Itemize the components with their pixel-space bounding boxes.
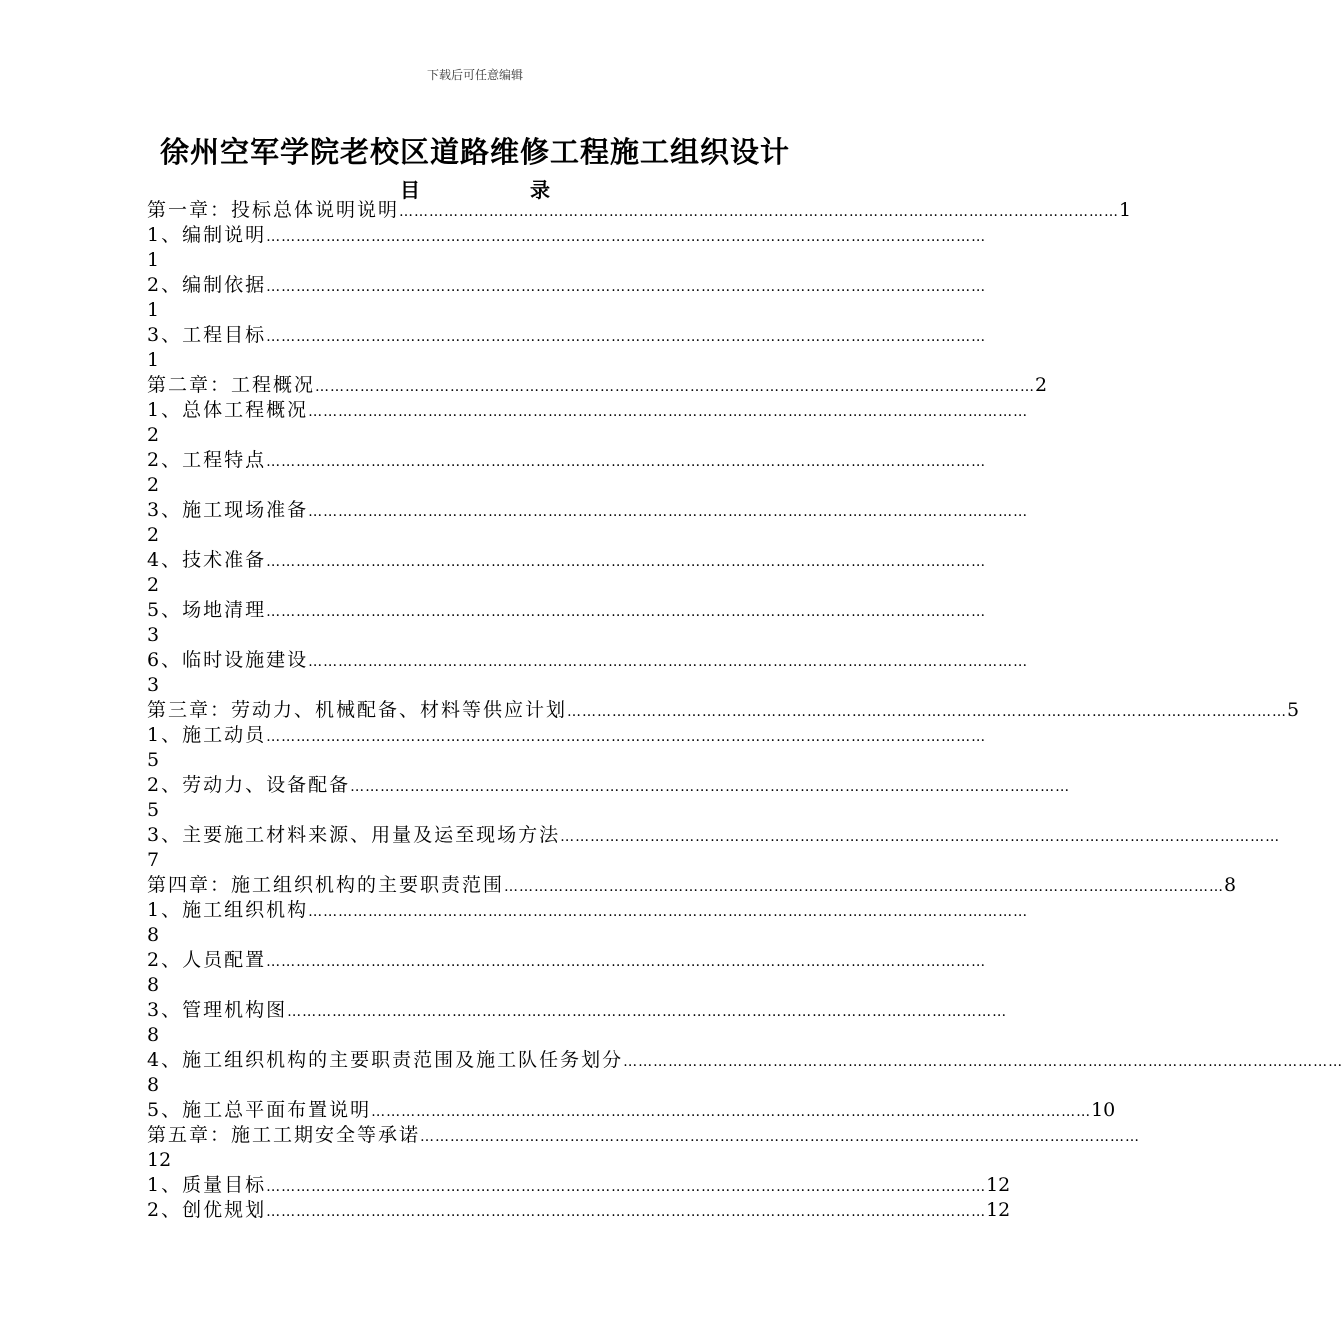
toc-page-line — [147, 298, 803, 323]
toc-page-line — [147, 748, 803, 773]
toc-page-line — [147, 573, 803, 598]
toc-entry[interactable] — [147, 223, 987, 248]
toc-dot-leader: ……………………………………………………………………………………………………………………………… — [266, 554, 987, 570]
toc-page-number: 2 — [1035, 374, 1048, 396]
toc-entry[interactable] — [147, 598, 987, 623]
toc-entry[interactable] — [147, 823, 1281, 848]
toc-entry-label: 4、施工组织机构的主要职责范围及施工队任务划分 — [147, 1049, 624, 1071]
toc-dot-leader: ……………………………………………………………………………………………………………………………… — [266, 1179, 987, 1195]
toc-page-number: 3 — [147, 624, 160, 646]
toc-entry-label: 6、临时设施建设 — [147, 649, 309, 671]
toc-page-number: 12 — [986, 1199, 1011, 1221]
toc-page-line — [147, 523, 803, 548]
toc-entry[interactable] — [147, 1123, 1141, 1148]
toc-page-number: 12 — [986, 1174, 1011, 1196]
toc-entry[interactable] — [147, 273, 987, 298]
toc-dot-leader: ……………………………………………………………………………………………………………………………… — [266, 954, 987, 970]
toc-page-line — [147, 973, 803, 998]
toc-page-line — [147, 1023, 803, 1048]
toc-dot-leader: ……………………………………………………………………………………………………………………………… — [420, 1129, 1141, 1145]
toc-entry-label: 3、管理机构图 — [147, 999, 288, 1021]
toc-page-number: 7 — [147, 849, 160, 871]
toc-entry-label: 2、编制依据 — [147, 274, 267, 296]
toc-entry-label: 3、主要施工材料来源、用量及运至现场方法 — [147, 824, 561, 846]
toc-entry[interactable] — [147, 998, 1008, 1023]
toc-entry-label: 3、工程目标 — [147, 324, 267, 346]
toc-entry-label: 5、场地清理 — [147, 599, 267, 621]
toc-heading-char-1: 目 — [400, 178, 420, 202]
toc-dot-leader: ……………………………………………………………………………………………………………………………… — [308, 504, 1029, 520]
toc-dot-leader: ……………………………………………………………………………………………………………………………… — [567, 704, 1288, 720]
toc-entry-label: 1、编制说明 — [147, 224, 267, 246]
toc-page-number: 2 — [147, 424, 160, 446]
toc-page-number: 5 — [1287, 699, 1300, 721]
toc-entry[interactable] — [147, 698, 1300, 723]
toc-entry[interactable] — [147, 1048, 1343, 1073]
toc-entry[interactable] — [147, 648, 1029, 673]
toc-entry-label: 4、技术准备 — [147, 549, 267, 571]
header-note: 下载后可任意编辑 — [426, 68, 523, 82]
toc-page-number: 8 — [1224, 874, 1237, 896]
toc-entry[interactable] — [147, 1198, 1011, 1223]
toc-entry[interactable] — [147, 398, 1029, 423]
table-of-contents — [147, 198, 1343, 1223]
toc-entry-label: 1、施工动员 — [147, 724, 267, 746]
toc-heading-char-2: 录 — [530, 178, 550, 202]
toc-entry-label: 1、总体工程概况 — [147, 399, 309, 421]
toc-page-line — [147, 1148, 803, 1173]
toc-dot-leader: ……………………………………………………………………………………………………………………………… — [266, 329, 987, 345]
toc-page-number: 8 — [147, 924, 160, 946]
toc-page-line — [147, 923, 803, 948]
toc-page-number: 1 — [147, 249, 160, 271]
toc-page-line — [147, 623, 803, 648]
toc-dot-leader: ……………………………………………………………………………………………………………………………… — [623, 1054, 1343, 1070]
toc-page-line — [147, 848, 803, 873]
toc-page-number: 5 — [147, 749, 160, 771]
toc-entry[interactable] — [147, 498, 1029, 523]
toc-dot-leader: ……………………………………………………………………………………………………………………………… — [266, 604, 987, 620]
toc-entry-label: 2、工程特点 — [147, 449, 267, 471]
toc-entry[interactable] — [147, 773, 1071, 798]
toc-page-line — [147, 473, 803, 498]
toc-dot-leader: ……………………………………………………………………………………………………………………………… — [399, 204, 1120, 220]
toc-dot-leader: ……………………………………………………………………………………………………………………………… — [287, 1004, 1008, 1020]
toc-page-number: 12 — [147, 1149, 172, 1171]
toc-dot-leader: ……………………………………………………………………………………………………………………………… — [308, 904, 1029, 920]
toc-dot-leader: ……………………………………………………………………………………………………………………………… — [266, 454, 987, 470]
toc-entry[interactable] — [147, 948, 987, 973]
toc-entry[interactable] — [147, 198, 1132, 223]
toc-page-line — [147, 798, 803, 823]
toc-page-number: 1 — [147, 349, 160, 371]
toc-dot-leader: ……………………………………………………………………………………………………………………………… — [308, 654, 1029, 670]
toc-dot-leader: ……………………………………………………………………………………………………………………………… — [350, 779, 1071, 795]
toc-page-number: 8 — [147, 974, 160, 996]
toc-entry[interactable] — [147, 448, 987, 473]
toc-entry-label: 第三章：劳动力、机械配备、材料等供应计划 — [147, 699, 568, 721]
toc-dot-leader: ……………………………………………………………………………………………………………………………… — [266, 229, 987, 245]
toc-dot-leader: ……………………………………………………………………………………………………………………………… — [371, 1104, 1092, 1120]
toc-page-line — [147, 348, 803, 373]
toc-dot-leader: ……………………………………………………………………………………………………………………………… — [266, 729, 987, 745]
toc-page-line — [147, 1073, 803, 1098]
toc-page-number: 1 — [147, 299, 160, 321]
toc-entry-label: 第四章：施工组织机构的主要职责范围 — [147, 874, 505, 896]
toc-dot-leader: ……………………………………………………………………………………………………………………………… — [266, 279, 987, 295]
toc-page-number: 8 — [147, 1024, 160, 1046]
toc-page-number: 1 — [1119, 199, 1132, 221]
toc-page-number: 2 — [147, 574, 160, 596]
toc-entry[interactable] — [147, 1173, 1011, 1198]
toc-entry[interactable] — [147, 548, 987, 573]
toc-entry-label: 第一章：投标总体说明说明 — [147, 199, 400, 221]
document-title: 徐州空军学院老校区道路维修工程施工组织设计 — [159, 135, 790, 169]
toc-entry-label: 5、施工总平面布置说明 — [147, 1099, 372, 1121]
toc-entry[interactable] — [147, 1098, 1116, 1123]
toc-dot-leader: ……………………………………………………………………………………………………………………………… — [308, 404, 1029, 420]
toc-page-number: 10 — [1091, 1099, 1116, 1121]
toc-page-number: 5 — [147, 799, 160, 821]
toc-entry-label: 2、创优规划 — [147, 1199, 267, 1221]
toc-entry[interactable] — [147, 373, 1048, 398]
toc-page-number: 2 — [147, 474, 160, 496]
toc-entry[interactable] — [147, 898, 1029, 923]
toc-page-line — [147, 673, 803, 698]
toc-dot-leader: ……………………………………………………………………………………………………………………………… — [504, 879, 1225, 895]
toc-page-number: 3 — [147, 674, 160, 696]
toc-entry-label: 第五章：施工工期安全等承诺 — [147, 1124, 421, 1146]
toc-entry-label: 第二章：工程概况 — [147, 374, 316, 396]
toc-page-line — [147, 248, 803, 273]
toc-dot-leader: ……………………………………………………………………………………………………………………………… — [315, 379, 1036, 395]
toc-entry[interactable] — [147, 723, 987, 748]
toc-page-number: 2 — [147, 524, 160, 546]
toc-entry-label: 2、人员配置 — [147, 949, 267, 971]
toc-dot-leader: ……………………………………………………………………………………………………………………………… — [266, 1204, 987, 1220]
toc-entry[interactable] — [147, 323, 987, 348]
toc-entry[interactable] — [147, 873, 1237, 898]
toc-entry-label: 2、劳动力、设备配备 — [147, 774, 351, 796]
toc-entry-label: 1、施工组织机构 — [147, 899, 309, 921]
toc-dot-leader: ……………………………………………………………………………………………………………………………… — [560, 829, 1281, 845]
toc-page-line — [147, 423, 803, 448]
toc-entry-label: 1、质量目标 — [147, 1174, 267, 1196]
toc-entry-label: 3、施工现场准备 — [147, 499, 309, 521]
toc-page-number: 8 — [147, 1074, 160, 1096]
